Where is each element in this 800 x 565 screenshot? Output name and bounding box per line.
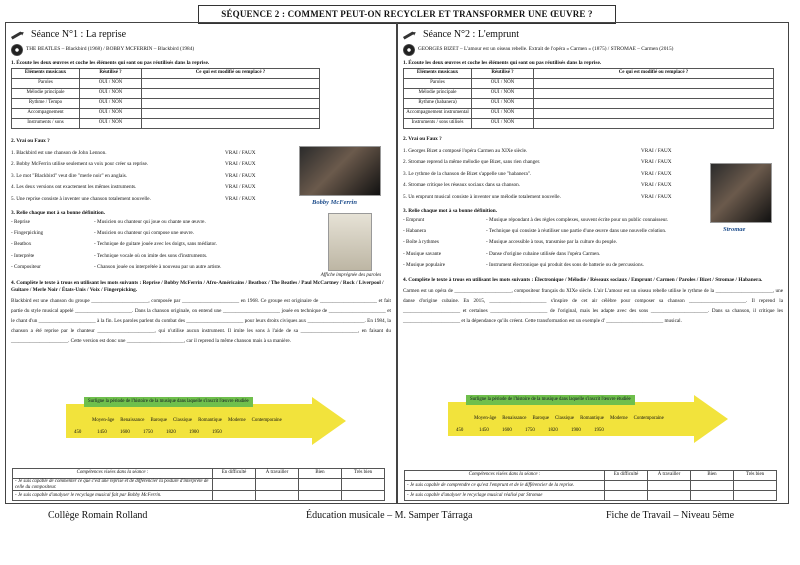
definition: - Instrument électronique qui produit des sons de batterie ou de percussions. — [486, 261, 644, 268]
era-item[interactable]: Renaissance — [502, 416, 527, 421]
era-list — [92, 418, 282, 425]
answer-cell[interactable] — [534, 79, 774, 89]
level-cell[interactable] — [734, 481, 777, 491]
col-header: Éléments musicaux — [404, 69, 472, 79]
seance-1-sheet — [5, 22, 397, 504]
statement: 3. Le mot "Blackbird" veut dire "merle noir" en anglais. — [11, 172, 128, 179]
level-cell[interactable] — [256, 479, 299, 491]
col-header: Très bien — [734, 471, 777, 481]
statement: 4. Stromae critique les réseaux sociaux dans sa chanson. — [403, 182, 520, 189]
definition: - Musicien ou chanteur qui compose une œuvre. — [94, 230, 194, 237]
answer-cell[interactable] — [534, 99, 774, 109]
table-cell: Instruments / sons — [12, 119, 80, 129]
col-header: En difficulté — [213, 469, 256, 479]
yes-no-cell[interactable]: OUI / NON — [80, 79, 142, 89]
table-row — [12, 79, 320, 89]
col-header: À travailler — [256, 469, 299, 479]
competences-table — [404, 470, 777, 501]
fill-in-text[interactable]: Blackbird est une chanson du groupe ______________________, composée par ______________________ en 1968. Ce groupe est originaire de ______________________ et fait partie du style musical appelé ______________________. Dans la chanson originale, on entend une ______________________ jouée en technique de ______________________ et le chant d'un ______________________ à la fin. Les paroles parlent du combat des ______________________ pour leurs droits civiques aux ______________________. En 1984, la chanson a été reprise par le chanteur ______________________, qui n'utilise aucun instrument. Il imite les sons à l'aide de sa ______________________, en faisant du ______________________. Cette version est donc une ______________________, car il reprend la même chanson mais à sa manière. — [11, 298, 391, 344]
year-label: 1750 — [143, 430, 153, 435]
footer-teacher: Éducation musicale – M. Samper Tárraga — [306, 510, 473, 521]
definition: - Chanson jouée ou interprétée à nouveau par un autre artiste. — [94, 263, 222, 270]
elements-table — [403, 68, 774, 129]
era-item[interactable]: Moderne — [227, 418, 246, 423]
timeline-arrow — [66, 397, 346, 445]
statement: 1. Georges Bizet a composé l'opéra Carmen au XIXe siècle. — [403, 147, 528, 154]
lyrics-poster-image — [328, 213, 372, 271]
seance-2-sheet — [397, 22, 789, 504]
level-cell[interactable] — [213, 491, 256, 501]
col-header: Bien — [299, 469, 342, 479]
question-4: 4. Complète le texte à trous en utilisant les mots suivants : Électronique / Mélodie / Réseaux sociaux / Emprunt / Carmen / Paroles / Bizet / Stromae / Habanera. — [403, 276, 763, 283]
era-item[interactable]: Romantique — [198, 418, 222, 423]
level-cell[interactable] — [299, 491, 342, 501]
table-row — [405, 491, 777, 501]
table-row — [13, 491, 385, 501]
table-row — [12, 109, 320, 119]
statement: 3. Le rythme de la chanson de Bizet s'appelle une "habanera". — [403, 170, 532, 177]
col-header: À travailler — [648, 471, 691, 481]
question-2: 2. Vrai ou Faux ? — [403, 136, 442, 143]
list-item — [11, 262, 311, 273]
term: - Musique savante — [403, 250, 442, 257]
col-header: Compétences visées dans la séance : — [405, 471, 605, 481]
fill-in-text[interactable]: Carmen est un opéra de ______________________, compositeur français du XIXe siècle. L'air L'amour est un oiseau rebelle utilise le rythme de la ______________________, une danse d'origine cubaine. En 2015, ______________________ s'inspire de cet air célèbre pour composer sa chanson ______________________. Il reprend la ______________________ et certaines ______________________ de l'original, mais les adapte avec des sons ______________________. Dans sa chanson, il critique les ______________________ et la dépendance qu'ils créent. Cette transformation est un exemple d' ______________________ musical. — [403, 288, 783, 324]
term: - Boîte à rythmes — [403, 239, 439, 246]
table-row — [404, 119, 774, 129]
year-label: 1450 — [479, 428, 489, 433]
definition: - Musique accessible à tous, transmise par la culture du peuple. — [486, 239, 618, 246]
list-item — [11, 182, 287, 194]
true-false-list — [403, 145, 703, 203]
competence-text: - Je suis capable de commenter ce que c'est une reprise et de différencier la posture d'interprète de celle du compositeur. — [13, 479, 213, 491]
seance-1-title: Séance N°1 : La reprise — [31, 29, 127, 41]
question-4: 4. Complète le texte à trous en utilisant les mots suivants : Reprise / Bobby McFerrin / Afro-Américains / Beatbox / The Beatles / Paul McCartney / Rock / Liverpool / Guitare / Merle Noir / États-Unis / Voix / Fingerpicking. — [11, 279, 384, 293]
question-1: 1. Écoute les deux œuvres et coche les éléments qui sont ou pas réutilisés dans la reprise. — [403, 60, 602, 66]
definition: - Technique de guitare jouée avec les doigts, sans médiator. — [94, 241, 217, 248]
year-label: 1950 — [594, 428, 604, 433]
list-item — [403, 180, 703, 192]
true-false-choice[interactable]: VRAI / FAUX — [225, 195, 256, 202]
table-row — [404, 89, 774, 99]
era-item[interactable]: Renaissance — [120, 418, 145, 423]
true-false-choice[interactable]: VRAI / FAUX — [641, 147, 672, 154]
statement: 1. Blackbird est une chanson de John Lennon. — [11, 149, 107, 156]
statement: 2. Bobby McFerrin utilise seulement sa voix pour créer sa reprise. — [11, 161, 149, 168]
level-cell[interactable] — [213, 479, 256, 491]
year-label: 1950 — [212, 430, 222, 435]
true-false-choice[interactable]: VRAI / FAUX — [641, 159, 672, 166]
table-row — [12, 89, 320, 99]
term: - Compositeur — [11, 263, 41, 270]
list-item — [11, 250, 311, 261]
table-cell: Accompagnement instrumental — [404, 109, 472, 119]
question-3: 3. Relie chaque mot à sa bonne définition. — [403, 207, 498, 214]
year-label: 1900 — [189, 430, 199, 435]
year-label: 1820 — [166, 430, 176, 435]
arrow-head-icon — [694, 395, 728, 443]
statement: 5. Une reprise consiste à inventer une chanson totalement nouvelle. — [11, 195, 151, 202]
era-item[interactable]: Baroque — [532, 416, 550, 421]
list-item — [403, 168, 703, 180]
question-3: 3. Relie chaque mot à sa bonne définition. — [11, 209, 106, 216]
table-cell: Mélodie principale — [12, 89, 80, 99]
answer-cell[interactable] — [142, 99, 320, 109]
list-item — [403, 237, 783, 248]
true-false-choice[interactable]: VRAI / FAUX — [225, 161, 256, 168]
table-row — [404, 79, 774, 89]
col-header: En difficulté — [605, 471, 648, 481]
matching-list — [403, 215, 783, 271]
term: - Reprise — [11, 219, 30, 225]
list-item — [11, 217, 311, 228]
true-false-choice[interactable]: VRAI / FAUX — [641, 193, 672, 200]
yes-no-cell[interactable]: OUI / NON — [472, 99, 534, 109]
list-item — [11, 147, 287, 159]
table-row — [12, 119, 320, 129]
answer-cell[interactable] — [142, 79, 320, 89]
era-list — [474, 416, 664, 423]
yes-no-cell[interactable]: OUI / NON — [80, 109, 142, 119]
question-2: 2. Vrai ou Faux ? — [11, 138, 50, 145]
table-cell: Paroles — [12, 79, 80, 89]
vinyl-disc-icon — [403, 44, 415, 56]
col-header: Réutilisé ? — [80, 69, 142, 79]
col-header: Bien — [691, 471, 734, 481]
competence-text: - Je suis capable d'analyser le recyclage musical fait par Bobby McFerrin. — [13, 491, 213, 501]
year-label: 1750 — [525, 428, 535, 433]
table-cell: Rythme (habanera) — [404, 99, 472, 109]
list-item — [11, 228, 311, 239]
pencil-icon — [403, 31, 417, 40]
statement: 2. Stromae reprend la même mélodie que Bizet, sans rien changer. — [403, 159, 541, 166]
level-cell[interactable] — [299, 479, 342, 491]
list-item — [403, 191, 703, 203]
level-cell[interactable] — [734, 491, 777, 501]
year-label: 1820 — [548, 428, 558, 433]
competences-table — [12, 468, 385, 501]
era-item[interactable]: Romantique — [580, 416, 604, 421]
timeline-instruction: Surligne la période de l'histoire de la musique dans laquelle s'inscrit l'œuvre étudiée — [466, 395, 635, 405]
source-text: GEORGES BIZET – L'amour est un oiseau rebelle. Extrait de l'opéra « Carmen » (1875) / STROMAE – Carmen (2015) — [418, 46, 674, 53]
yes-no-cell[interactable]: OUI / NON — [80, 119, 142, 129]
definition: - Danse d'origine cubaine utilisée dans l'opéra Carmen. — [486, 250, 601, 257]
sequence-title: SÉQUENCE 2 : COMMENT PEUT-ON RECYCLER ET TRANSFORMER UNE ŒUVRE ? — [198, 5, 616, 24]
year-label: 450 — [74, 430, 82, 435]
photo-caption: Bobby McFerrin — [312, 199, 357, 206]
list-item — [11, 239, 311, 250]
col-header: Réutilisé ? — [472, 69, 534, 79]
yes-no-cell[interactable]: OUI / NON — [472, 119, 534, 129]
table-row — [12, 99, 320, 109]
pencil-icon — [11, 31, 25, 40]
col-header: Très bien — [342, 469, 385, 479]
term: - Habanera — [403, 228, 426, 235]
definition: - Musique répondant à des règles complexes, souvent écrite pour un public connaisseur. — [486, 217, 669, 223]
answer-cell[interactable] — [534, 119, 774, 129]
answer-cell[interactable] — [534, 109, 774, 119]
col-header: Compétences visées dans la séance : — [13, 469, 213, 479]
table-cell: Instruments / sons utilisés — [404, 119, 472, 129]
year-label: 1600 — [502, 428, 512, 433]
level-cell[interactable] — [691, 481, 734, 491]
level-cell[interactable] — [256, 491, 299, 501]
photo-caption: Stromae — [723, 226, 746, 233]
level-cell[interactable] — [605, 481, 648, 491]
competence-text: - Je suis capable de comprendre ce qu'est l'emprunt et de le différencier de la reprise. — [405, 481, 605, 491]
year-label: 1450 — [97, 430, 107, 435]
era-item[interactable]: Classique — [555, 416, 575, 421]
source-text: THE BEATLES – Blackbird (1968) / BOBBY MCFERRIN – Blackbird (1984) — [26, 46, 195, 53]
era-item[interactable]: Contemporaine — [251, 418, 282, 423]
seance-2-source — [403, 44, 783, 56]
true-false-choice[interactable]: VRAI / FAUX — [641, 182, 672, 189]
competence-text: - Je suis capable d'analyser le recyclage musical réalisé par Stromae — [405, 491, 605, 501]
year-label: 1600 — [120, 430, 130, 435]
list-item — [11, 159, 287, 171]
yes-no-cell[interactable]: OUI / NON — [80, 99, 142, 109]
yes-no-cell[interactable]: OUI / NON — [472, 79, 534, 89]
matching-list — [11, 217, 311, 273]
seance-2-title: Séance N°2 : L'emprunt — [423, 29, 520, 41]
true-false-choice[interactable]: VRAI / FAUX — [225, 172, 256, 179]
timeline-instruction: Surligne la période de l'histoire de la musique dans laquelle s'inscrit l'œuvre étudiée — [84, 397, 253, 407]
col-header: Ce qui est modifié ou remplacé ? — [534, 69, 774, 79]
vinyl-disc-icon — [11, 44, 23, 56]
table-cell: Accompagnement — [12, 109, 80, 119]
col-header: Ce qui est modifié ou remplacé ? — [142, 69, 320, 79]
era-item[interactable]: Moderne — [609, 416, 628, 421]
list-item — [403, 260, 783, 271]
seance-1-source — [11, 44, 391, 56]
timeline-arrow — [448, 395, 728, 443]
term: - Interprète — [11, 252, 35, 259]
list-item — [403, 157, 703, 169]
footer-school: Collège Romain Rolland — [48, 510, 148, 521]
level-cell[interactable] — [342, 479, 385, 491]
definition: - Musicien ou chanteur qui joue ou chante une œuvre. — [94, 219, 206, 225]
question-1: 1. Écoute les deux œuvres et coche les éléments qui sont ou pas réutilisés dans la reprise. — [11, 60, 210, 66]
list-item — [11, 170, 287, 182]
true-false-choice[interactable]: VRAI / FAUX — [641, 170, 672, 177]
bobby-mcferrin-photo — [299, 146, 381, 196]
table-row — [405, 481, 777, 491]
era-item[interactable]: Baroque — [150, 418, 168, 423]
answer-cell[interactable] — [142, 89, 320, 99]
definition: - Technique vocale où on imite des sons d'instruments. — [94, 252, 208, 259]
list-item — [403, 145, 703, 157]
table-cell: Mélodie principale — [404, 89, 472, 99]
true-false-list — [11, 147, 287, 205]
footer-level: Fiche de Travail – Niveau 5ème — [606, 510, 735, 521]
answer-cell[interactable] — [534, 89, 774, 99]
term: - Beatbox — [11, 241, 32, 248]
level-cell[interactable] — [648, 481, 691, 491]
elements-table — [11, 68, 320, 129]
level-cell[interactable] — [605, 491, 648, 501]
seance-1-header — [11, 26, 391, 44]
list-item — [11, 193, 287, 205]
true-false-choice[interactable]: VRAI / FAUX — [225, 149, 256, 156]
poster-caption: Affiche imprégnée des paroles — [320, 273, 382, 278]
level-cell[interactable] — [342, 491, 385, 501]
table-cell: Paroles — [404, 79, 472, 89]
statement: 4. Les deux versions ont exactement les mêmes instruments. — [11, 184, 137, 191]
stromae-photo — [710, 163, 772, 223]
table-row — [404, 99, 774, 109]
table-cell: Rythme / Tempo — [12, 99, 80, 109]
era-item[interactable]: Classique — [173, 418, 193, 423]
year-label: 1900 — [571, 428, 581, 433]
list-item — [403, 248, 783, 259]
era-item[interactable]: Contemporaine — [633, 416, 664, 421]
level-cell[interactable] — [691, 491, 734, 501]
yes-no-cell[interactable]: OUI / NON — [80, 89, 142, 99]
level-cell[interactable] — [648, 491, 691, 501]
answer-cell[interactable] — [142, 109, 320, 119]
era-item[interactable]: Moyen-âge — [474, 416, 497, 421]
year-list — [456, 428, 617, 435]
table-row — [13, 479, 385, 491]
year-list — [74, 430, 235, 437]
seance-2-header — [403, 26, 783, 44]
era-item[interactable]: Moyen-âge — [92, 418, 115, 423]
term: - Emprunt — [403, 217, 425, 223]
statement: 5. Un emprunt musical consiste à inventer une mélodie totalement nouvelle. — [403, 193, 561, 200]
term: - Musique populaire — [403, 261, 446, 268]
definition: - Technique qui consiste à réutiliser une partie d'une œuvre dans une nouvelle création. — [486, 228, 667, 235]
term: - Fingerpicking — [11, 230, 44, 237]
table-row — [404, 109, 774, 119]
answer-cell[interactable] — [142, 119, 320, 129]
yes-no-cell[interactable]: OUI / NON — [472, 89, 534, 99]
yes-no-cell[interactable]: OUI / NON — [472, 109, 534, 119]
true-false-choice[interactable]: VRAI / FAUX — [225, 184, 256, 191]
year-label: 450 — [456, 428, 464, 433]
arrow-head-icon — [312, 397, 346, 445]
col-header: Éléments musicaux — [12, 69, 80, 79]
